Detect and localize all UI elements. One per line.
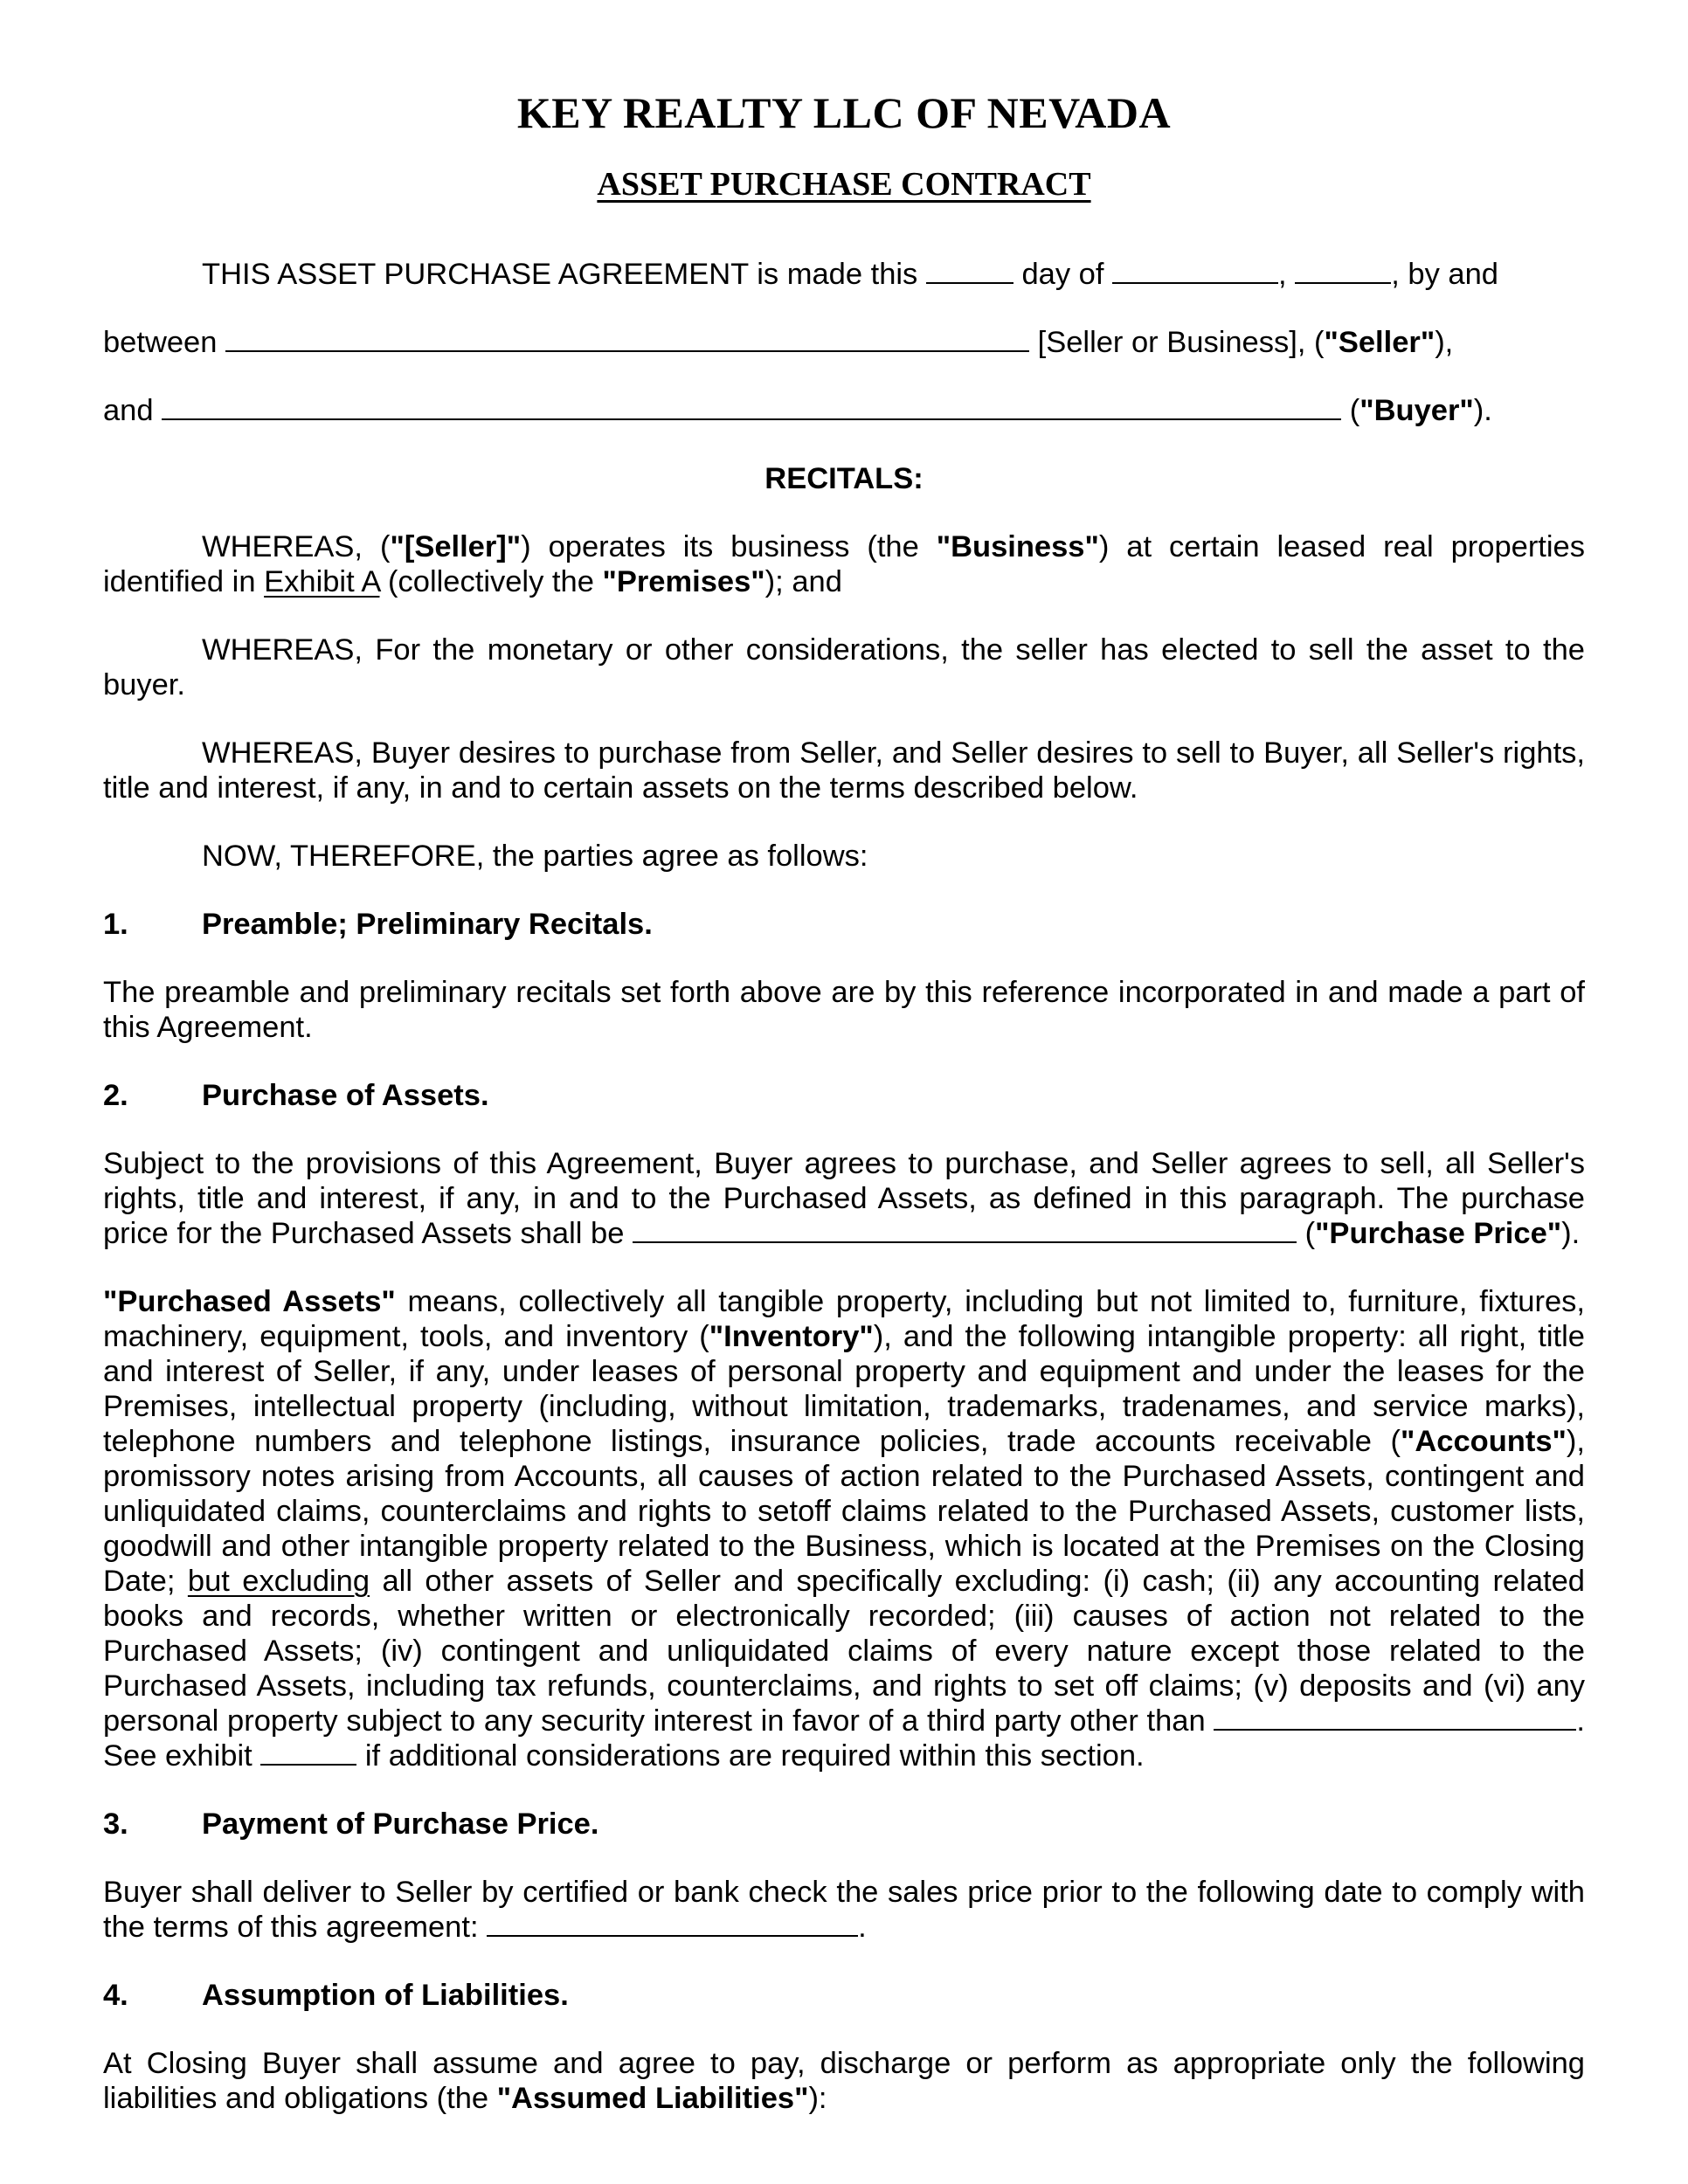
blank-field	[225, 347, 1029, 352]
liabilities-body-paragraph	[103, 2046, 1585, 2116]
text-run: all other assets of Seller and specifically excluding: (i) cash; (ii) any accounting related books and records, whether written or electronically recorded; (iii) causes of action not related to the Purchased Assets; (iv) contingent and unliquidated claims of every nature except those related to the Purchased Assets, including tax refunds, counterclaims, and rights to set off claims; (v) deposits and (vi) any personal property subject to any security interest in favor of a third party other than	[103, 1565, 1585, 1738]
section-number: 4.	[103, 1979, 128, 2012]
bold-text-run: "Premises"	[602, 565, 765, 598]
section-number: 1.	[103, 908, 128, 941]
text-run: The preamble and preliminary recitals set forth above are by this reference incorporated in and made a part of this Agreement.	[103, 976, 1585, 1044]
text-run: ) at certain leased real properties identified in	[103, 530, 1585, 598]
text-run: .	[858, 1911, 867, 1944]
text-run: ):	[808, 2082, 827, 2115]
text-run: and	[103, 394, 163, 427]
bold-text-run: "Purchased Assets"	[103, 1285, 396, 1318]
text-run: . See exhibit	[103, 1704, 1585, 1773]
bold-text-run: "Accounts"	[1401, 1425, 1567, 1458]
bold-text-run: "Seller"	[1324, 326, 1435, 359]
bold-text-run: "Assumed Liabilities"	[496, 2082, 809, 2115]
bold-text-run: "Inventory"	[709, 1320, 874, 1353]
whereas-consideration-paragraph	[103, 632, 1585, 702]
document-body	[103, 257, 1585, 2116]
bold-text-run: "Buyer"	[1359, 394, 1474, 427]
text-run: ,	[1278, 258, 1296, 291]
text-run: , by and	[1391, 258, 1498, 291]
section-number: 2.	[103, 1079, 128, 1112]
document-subtitle	[103, 164, 1585, 204]
purchase-of-assets-paragraph	[103, 1146, 1585, 1251]
section-heading-text: Assumption of Liabilities.	[202, 1979, 569, 2012]
section-heading-text: Preamble; Preliminary Recitals.	[202, 908, 653, 941]
text-run: [Seller or Business], (	[1029, 326, 1325, 359]
text-run: ), promissory notes arising from Accounts, all causes of action related to the Purchased Assets, contingent and unliquidated claims, counterclaims and rights to setoff claims related to the Purchased Assets, customer lists, goodwill and other intangible property related to the Business, which is located at the Premises on the Closing Date;	[103, 1425, 1585, 1598]
opening-line	[103, 257, 1585, 292]
opening-line	[103, 325, 1585, 360]
whereas-desire-paragraph	[103, 736, 1585, 805]
blank-field	[633, 1238, 1297, 1243]
bold-text-run: "[Seller]"	[390, 530, 522, 563]
text-run: WHEREAS, (	[202, 530, 391, 563]
now-therefore-paragraph	[103, 839, 1585, 874]
section-heading-liabilities	[103, 1978, 1585, 2013]
text-run: ).	[1561, 1217, 1581, 1250]
text-run: ), and the following intangible property: all right, title and interest of Seller, if any, under leases of personal property and equipment and under the leases for the Premises, intellectual property (including, without limitation, trademarks, tradenames, and service marks), telephone numbers and telephone listings, insurance policies, trade accounts receivable (	[103, 1320, 1585, 1458]
underlined-text-run: but excluding	[187, 1565, 370, 1598]
text-run: means, collectively all tangible property, including but not limited to, furniture, fixtures, machinery, equipment, tools, and inventory (	[103, 1285, 1585, 1353]
blank-field	[1214, 1725, 1576, 1731]
opening-paragraph	[103, 257, 1585, 428]
section-heading-text: Purchase of Assets.	[202, 1079, 489, 1112]
section-number: 3.	[103, 1807, 128, 1841]
underlined-text-run: Exhibit A	[264, 565, 380, 598]
opening-line	[103, 393, 1585, 428]
text-run: ),	[1435, 326, 1454, 359]
preamble-body-paragraph	[103, 975, 1585, 1045]
text-run: WHEREAS, For the monetary or other considerations, the seller has elected to sell the asset to the buyer.	[103, 633, 1585, 702]
bold-text-run: "Purchase Price"	[1315, 1217, 1562, 1250]
recitals-heading: RECITALS:	[764, 462, 924, 495]
text-run: if additional considerations are required within this section.	[356, 1739, 1145, 1773]
text-run: WHEREAS, Buyer desires to purchase from Seller, and Seller desires to sell to Buyer, all Seller's rights, title and interest, if any, in and to certain assets on the terms described below.	[103, 736, 1585, 805]
section-heading-purchase-of-assets	[103, 1078, 1585, 1113]
text-run: (	[1341, 394, 1360, 427]
bold-text-run: "Business"	[936, 530, 1099, 563]
text-run: (	[1297, 1217, 1316, 1250]
text-run: NOW, THEREFORE, the parties agree as follows:	[202, 840, 868, 873]
section-heading-payment	[103, 1807, 1585, 1842]
text-run: Buyer shall deliver to Seller by certified or bank check the sales price prior to the following date to comply with the terms of this agreement:	[103, 1876, 1585, 1944]
section-heading-text: Payment of Purchase Price.	[202, 1807, 599, 1841]
document-subtitle-text: ASSET PURCHASE CONTRACT	[597, 166, 1091, 203]
whereas-operates-paragraph	[103, 529, 1585, 599]
purchased-assets-definition-paragraph	[103, 1284, 1585, 1773]
text-run: ); and	[764, 565, 842, 598]
section-heading-preamble	[103, 907, 1585, 942]
text-run: ) operates its business (the	[521, 530, 937, 563]
text-run: day of	[1013, 258, 1113, 291]
text-run: ).	[1473, 394, 1492, 427]
payment-body-paragraph	[103, 1875, 1585, 1945]
blank-field	[487, 1932, 858, 1937]
blank-field	[162, 415, 1341, 420]
text-run: (collectively the	[379, 565, 603, 598]
blank-field	[926, 279, 1013, 284]
blank-field	[1295, 279, 1391, 284]
text-run: THIS ASSET PURCHASE AGREEMENT is made this	[202, 258, 926, 291]
text-run: At Closing Buyer shall assume and agree to pay, discharge or perform as appropriate only the following liabilities and obligations (the	[103, 2047, 1585, 2115]
blank-field	[1112, 279, 1278, 284]
text-run: Subject to the provisions of this Agreement, Buyer agrees to purchase, and Seller agrees to sell, all Seller's rights, title and interest, if any, in and to the Purchased Assets, as defined in this paragraph. The purchase price for the Purchased Assets shall be	[103, 1147, 1585, 1250]
document-title: KEY REALTY LLC OF NEVADA	[516, 88, 1172, 137]
blank-field	[260, 1760, 356, 1766]
text-run: between	[103, 326, 226, 359]
